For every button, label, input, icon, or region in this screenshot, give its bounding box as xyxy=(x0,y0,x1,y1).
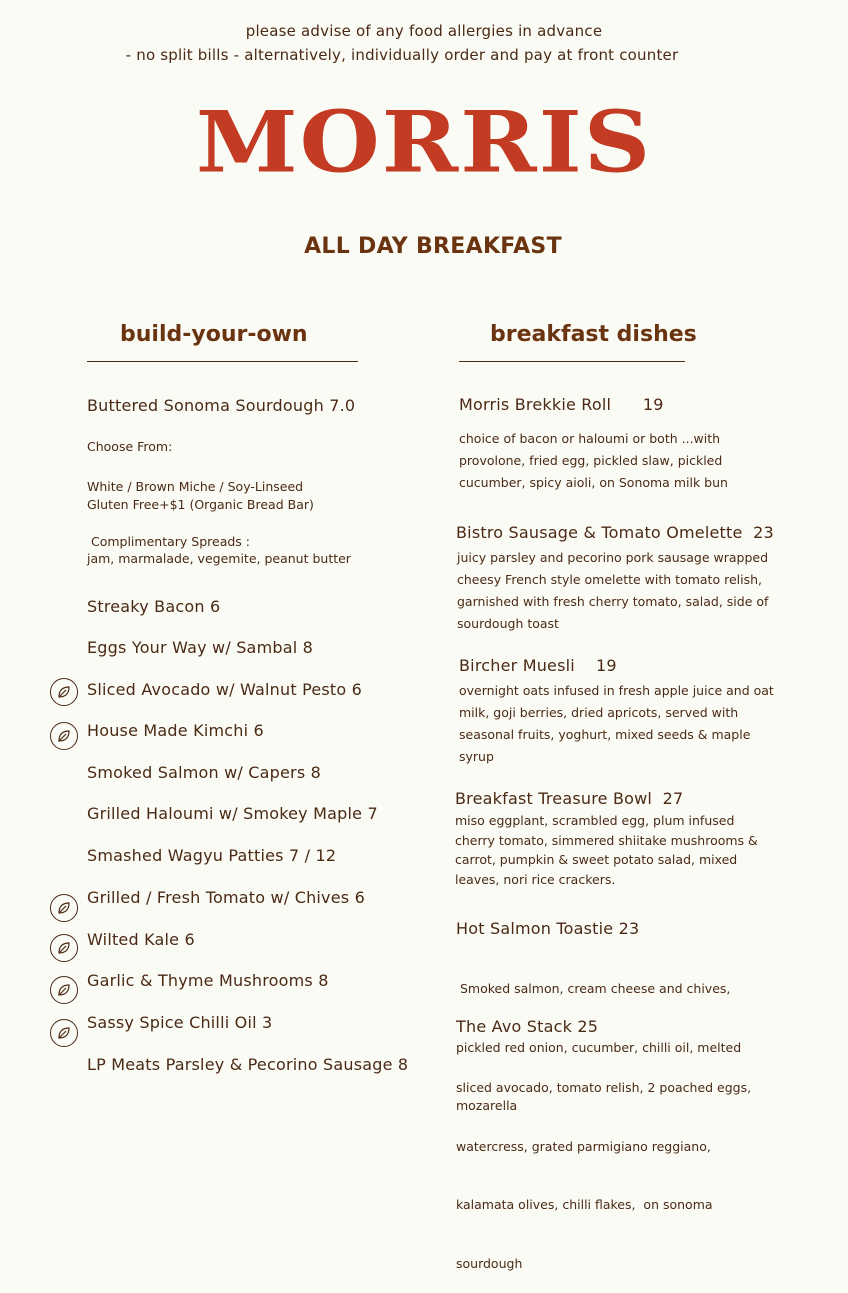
spreads-label: Complimentary Spreads : xyxy=(87,534,250,549)
list-item: Garlic & Thyme Mushrooms 8 xyxy=(87,971,329,990)
leaf-icon xyxy=(50,976,78,1004)
dish-name: The Avo Stack 25 xyxy=(456,1017,599,1036)
list-item: Smashed Wagyu Patties 7 / 12 xyxy=(87,846,337,865)
dish-name: Bircher Muesli 19 xyxy=(459,656,617,675)
split-bill-notice: - no split bills - alternatively, individually order and pay at front counter xyxy=(125,46,679,64)
build-your-own-heading: build-your-own xyxy=(120,322,308,347)
list-item: Sassy Spice Chilli Oil 3 xyxy=(87,1013,273,1032)
list-item: House Made Kimchi 6 xyxy=(87,721,264,740)
left-divider xyxy=(87,361,358,362)
dish-name: Bistro Sausage & Tomato Omelette 23 xyxy=(456,523,774,542)
list-item: Eggs Your Way w/ Sambal 8 xyxy=(87,638,314,657)
dish-description: sliced avocado, tomato relish, 2 poached eggs, watercress, grated parmigiano reggiano, kalamata olives, chilli flakes, on sonoma sourdough xyxy=(456,1080,752,1271)
dish-description: juicy parsley and pecorino pork sausage wrapped cheesy French style omelette with tomato relish, garnished with fresh cherry tomato, salad, side of sourdough toast xyxy=(457,550,769,631)
list-item: Sliced Avocado w/ Walnut Pesto 6 xyxy=(87,680,363,699)
list-item: Grilled Haloumi w/ Smokey Maple 7 xyxy=(87,804,378,823)
dish-description: miso eggplant, scrambled egg, plum infused cherry tomato, simmered shiitake mushrooms & carrot, pumpkin & sweet potato salad, mixed leaves, nori rice crackers. xyxy=(455,813,758,887)
dish-name: Hot Salmon Toastie 23 xyxy=(456,919,640,938)
leaf-icon xyxy=(50,934,78,962)
list-item: Smoked Salmon w/ Capers 8 xyxy=(87,763,322,782)
leaf-icon xyxy=(50,678,78,706)
brand-logo: MORRIS xyxy=(195,92,653,192)
leaf-icon xyxy=(50,722,78,750)
bread-option: White / Brown Miche / Soy-Linseed xyxy=(87,479,304,494)
leaf-icon xyxy=(50,894,78,922)
menu-subtitle: ALL DAY BREAKFAST xyxy=(304,234,562,259)
list-item: Wilted Kale 6 xyxy=(87,930,195,949)
bread-option: Gluten Free+$1 (Organic Bread Bar) xyxy=(87,497,314,512)
spreads-list: jam, marmalade, vegemite, peanut butter xyxy=(87,551,351,566)
list-item: Grilled / Fresh Tomato w/ Chives 6 xyxy=(87,888,365,907)
list-item: Streaky Bacon 6 xyxy=(87,597,221,616)
sourdough-item: Buttered Sonoma Sourdough 7.0 xyxy=(87,396,356,415)
allergy-notice: please advise of any food allergies in advance xyxy=(245,22,603,40)
choose-from-label: Choose From: xyxy=(87,439,173,454)
leaf-icon xyxy=(50,1019,78,1047)
dish-name: Breakfast Treasure Bowl 27 xyxy=(455,789,684,808)
dish-description: overnight oats infused in fresh apple juice and oat milk, goji berries, dried apricots, served with seasonal fruits, yoghurt, mixed seeds & maple syrup xyxy=(459,683,774,764)
dish-name: Morris Brekkie Roll 19 xyxy=(459,395,664,414)
list-item: LP Meats Parsley & Pecorino Sausage 8 xyxy=(87,1055,409,1074)
right-divider xyxy=(459,361,685,362)
dish-description: choice of bacon or haloumi or both ...with provolone, fried egg, pickled slaw, pickled cucumber, spicy aioli, on Sonoma milk bun xyxy=(459,431,728,490)
dish-description: Smoked salmon, cream cheese and chives, pickled red onion, cucumber, chilli oil, melted mozarella xyxy=(456,981,742,1113)
breakfast-dishes-heading: breakfast dishes xyxy=(490,322,697,347)
